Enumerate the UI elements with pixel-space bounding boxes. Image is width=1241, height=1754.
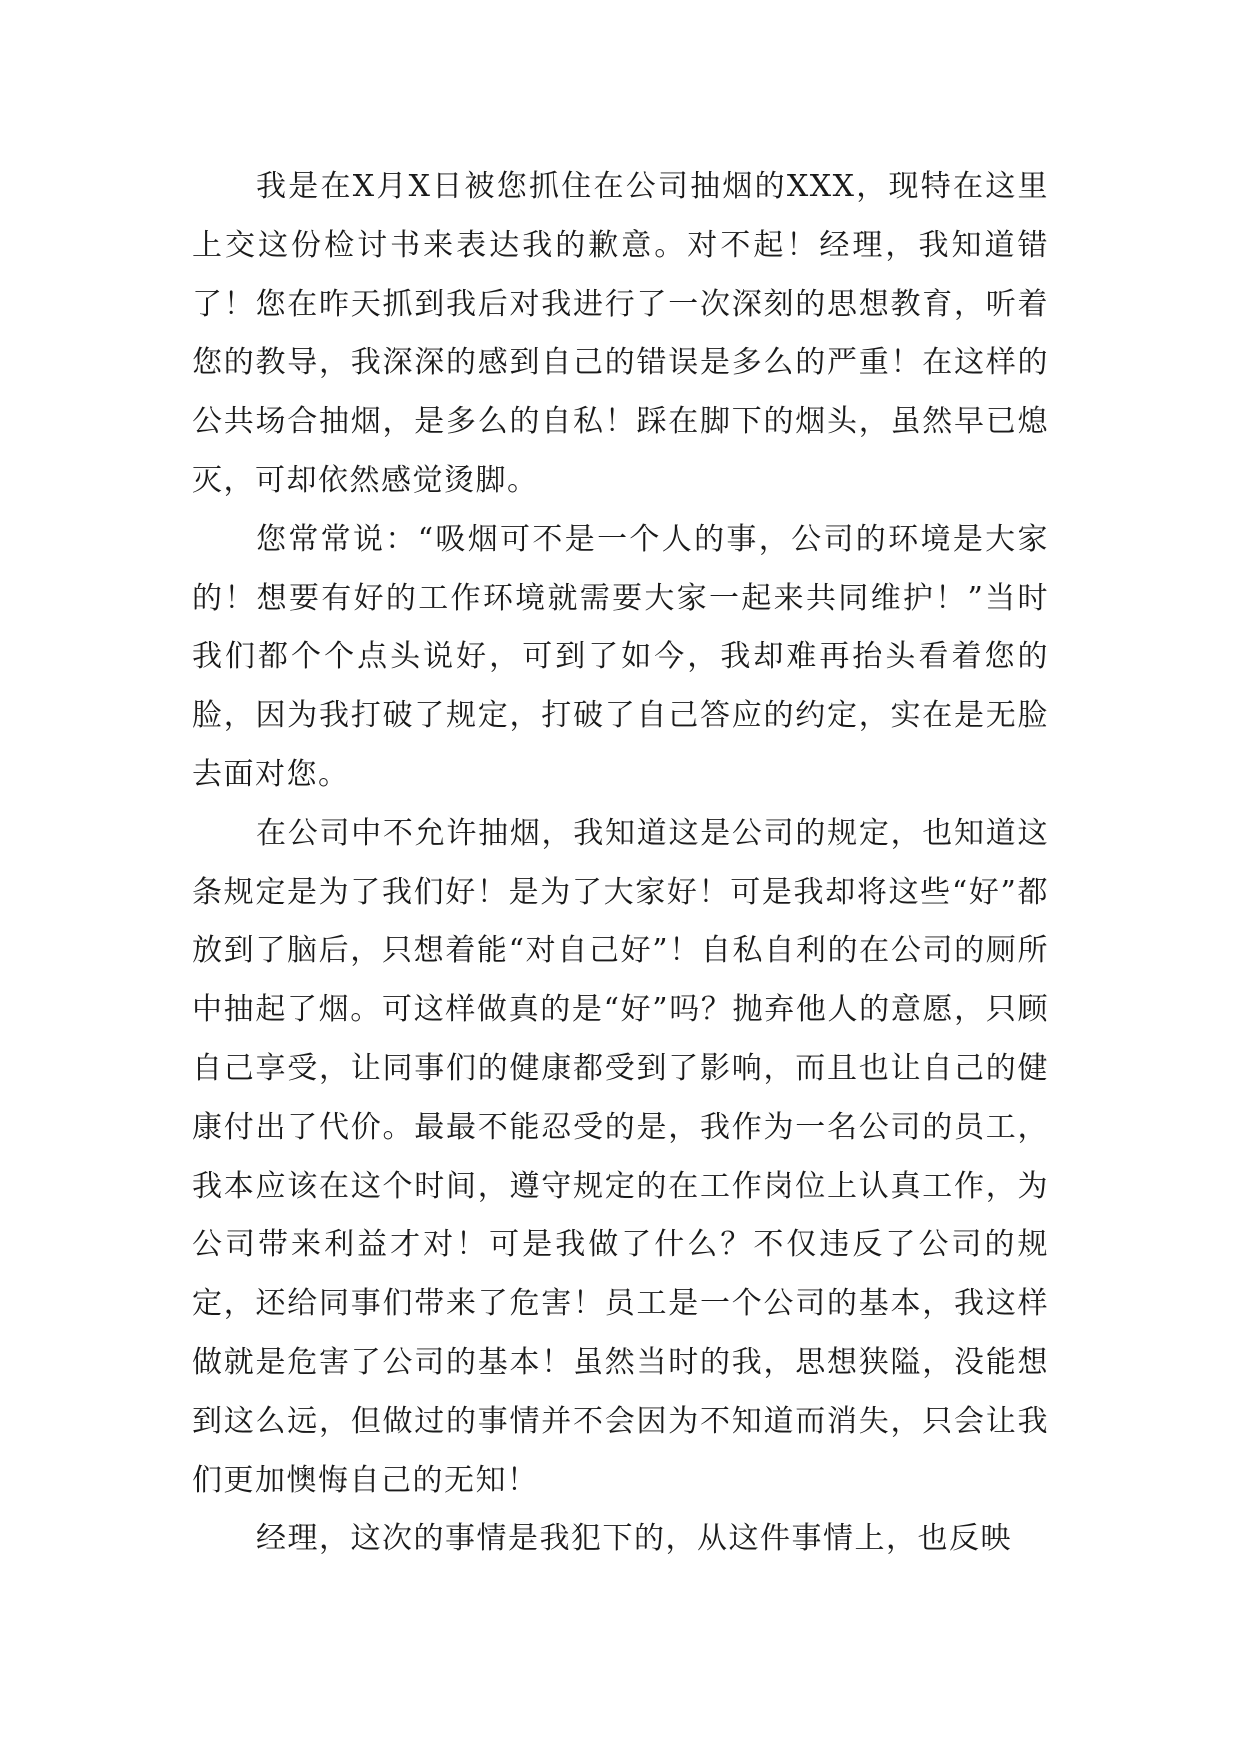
- paragraph-3: 在公司中不允许抽烟，我知道这是公司的规定，也知道这条规定是为了我们好！是为了大家好！可是我却将这些“好”都放到了脑后，只想着能“对自己好”！自私自利的在公司的厕所中抽起了烟。可这样做真的是“好”吗？抛弃他人的意愿，只顾自己享受，让同事们的健康都受到了影响，而且也让自己的健康付出了代价。最最不能忍受的是，我作为一名公司的员工，我本应该在这个时间，遵守规定的在工作岗位上认真工作，为公司带来利益才对！可是我做了什么？不仅违反了公司的规定，还给同事们带来了危害！员工是一个公司的基本，我这样做就是危害了公司的基本！虽然当时的我，思想狭隘，没能想到这么远，但做过的事情并不会因为不知道而消失，只会让我们更加懊悔自己的无知！: [192, 815, 1049, 1498]
- paragraph-4: 经理，这次的事情是我犯下的，从这件事情上，也反映: [256, 1521, 1012, 1557]
- document-body: [192, 158, 1049, 1569]
- paragraph-1: 我是在X月X日被您抓住在公司抽烟的XXX，现特在这里上交这份检讨书来表达我的歉意。对不起！经理，我知道错了！您在昨天抓到我后对我进行了一次深刻的思想教育，听着您的教导，我深深的感到自己的错误是多么的严重！在这样的公共场合抽烟，是多么的自私！踩在脚下的烟头，虽然早已熄灭，可却依然感觉烫脚。: [192, 169, 1049, 498]
- paragraph-2: 您常常说：“吸烟可不是一个人的事，公司的环境是大家的！想要有好的工作环境就需要大家一起来共同维护！”当时我们都个个点头说好，可到了如今，我却难再抬头看着您的脸，因为我打破了规定，打破了自己答应的约定，实在是无脸去面对您。: [192, 521, 1049, 792]
